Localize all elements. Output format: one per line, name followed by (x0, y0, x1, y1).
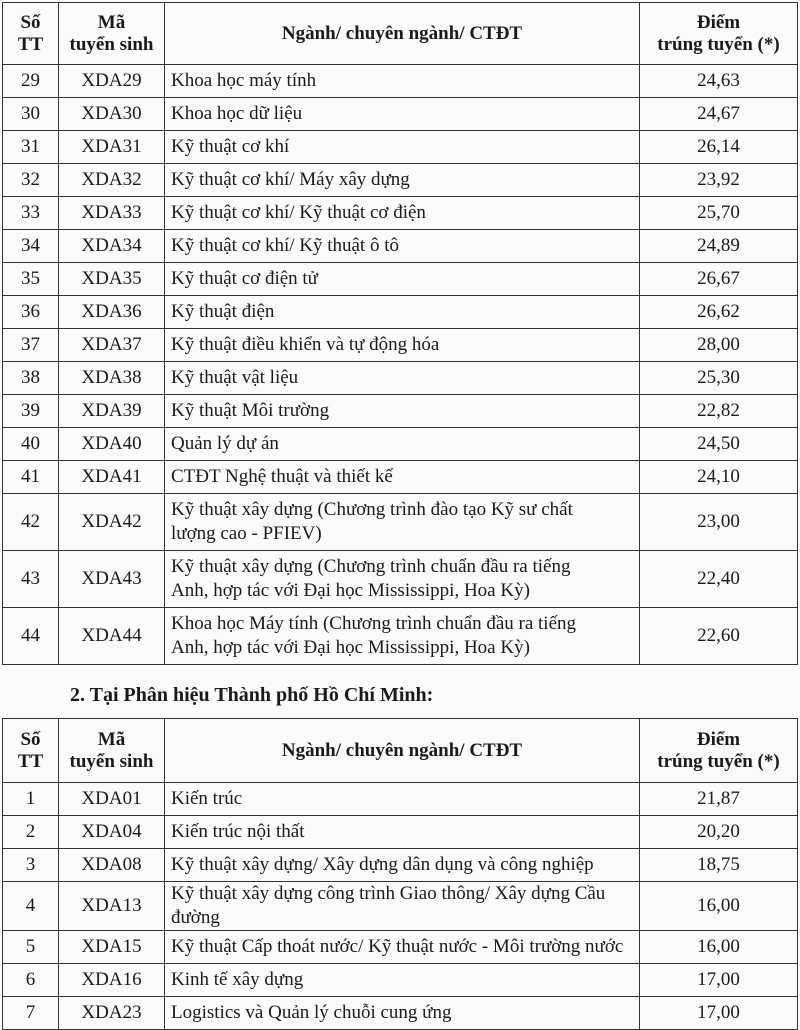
cell-ma: XDA15 (59, 931, 165, 964)
cell-nganh (165, 428, 640, 461)
table-row (3, 329, 798, 362)
cell-ma: XDA30 (59, 98, 165, 131)
cell-nganh-line: Khoa học dữ liệu (171, 103, 303, 124)
cell-nganh (165, 230, 640, 263)
cell-nganh-line: Kiến trúc (171, 788, 243, 809)
cell-ma: XDA32 (59, 164, 165, 197)
cell-stt: 34 (3, 230, 59, 263)
header-ma-line-1: Mã (97, 728, 126, 750)
cell-stt: 31 (3, 131, 59, 164)
table-row (3, 551, 798, 608)
cell-nganh-line: Kỹ thuật xây dựng công trình Giao thông/ Xây dựng Cầu đường (171, 883, 606, 928)
cell-nganh (165, 395, 640, 428)
cell-ma: XDA04 (59, 816, 165, 849)
cell-stt: 7 (3, 997, 59, 1030)
header-stt (3, 719, 59, 783)
cell-nganh-line: Khoa học máy tính (171, 70, 317, 91)
cell-diem: 24,63 (640, 65, 798, 98)
cell-nganh-line: Kỹ thuật điều khiển và tự động hóa (171, 334, 440, 355)
cell-nganh (165, 65, 640, 98)
cell-nganh (165, 164, 640, 197)
cell-diem: 25,30 (640, 362, 798, 395)
cell-ma: XDA33 (59, 197, 165, 230)
table-row (3, 882, 798, 931)
table-row (3, 428, 798, 461)
cell-nganh-line: CTĐT Nghệ thuật và thiết kế (171, 466, 393, 487)
header-ma (59, 3, 165, 65)
table-body (3, 783, 798, 1030)
header-diem-line-2: trúng tuyển (*) (657, 750, 780, 772)
header-stt-line-2: TT (17, 750, 44, 772)
cell-nganh (165, 131, 640, 164)
cell-stt: 43 (3, 551, 59, 608)
cell-nganh-line: Kỹ thuật xây dựng/ Xây dựng dân dụng và công nghiệp (171, 854, 594, 875)
header-ma-line-2: tuyển sinh (69, 750, 154, 772)
header-diem-line-2: trúng tuyển (*) (657, 33, 780, 55)
cell-diem: 16,00 (640, 931, 798, 964)
cell-diem: 26,14 (640, 131, 798, 164)
table-row (3, 131, 798, 164)
cell-nganh (165, 608, 640, 665)
header-stt-line-1: Số (20, 11, 41, 33)
cell-ma: XDA29 (59, 65, 165, 98)
cell-diem: 28,00 (640, 329, 798, 362)
cell-diem: 18,75 (640, 849, 798, 882)
cell-ma: XDA01 (59, 783, 165, 816)
table-row (3, 997, 798, 1030)
table-row (3, 197, 798, 230)
cell-ma: XDA23 (59, 997, 165, 1030)
cell-diem: 17,00 (640, 964, 798, 997)
cell-ma: XDA43 (59, 551, 165, 608)
cell-ma: XDA40 (59, 428, 165, 461)
table-row (3, 849, 798, 882)
cell-nganh (165, 816, 640, 849)
cell-stt: 37 (3, 329, 59, 362)
cell-stt: 41 (3, 461, 59, 494)
cell-nganh-line: Kỹ thuật cơ khí (171, 136, 290, 157)
admission-score-table-1 (2, 2, 798, 665)
cell-diem: 16,00 (640, 882, 798, 931)
cell-nganh (165, 98, 640, 131)
cell-diem: 25,70 (640, 197, 798, 230)
cell-ma: XDA41 (59, 461, 165, 494)
table-row (3, 98, 798, 131)
cell-nganh-line: Kỹ thuật cơ điện tử (171, 268, 318, 289)
cell-diem: 17,00 (640, 997, 798, 1030)
cell-ma: XDA13 (59, 882, 165, 931)
cell-nganh-line: Kỹ thuật Môi trường (171, 400, 330, 421)
header-ma-line-2: tuyển sinh (69, 33, 154, 55)
cell-nganh (165, 931, 640, 964)
header-ma-line-1: Mã (97, 11, 126, 33)
table-body (3, 65, 798, 665)
header-ma (59, 719, 165, 783)
table-row (3, 494, 798, 551)
cell-nganh (165, 997, 640, 1030)
cell-diem: 23,00 (640, 494, 798, 551)
cell-nganh-line: Kỹ thuật cơ khí/ Kỹ thuật cơ điện (171, 202, 426, 223)
table-row (3, 164, 798, 197)
table-row (3, 395, 798, 428)
cell-stt: 5 (3, 931, 59, 964)
table-row (3, 783, 798, 816)
cell-stt: 4 (3, 882, 59, 931)
cell-nganh-line: Kỹ thuật xây dựng (Chương trình đào tạo Kỹ sư chất (171, 499, 573, 520)
admission-score-table-2 (2, 718, 798, 1030)
cell-nganh (165, 329, 640, 362)
cell-ma: XDA44 (59, 608, 165, 665)
cell-nganh (165, 882, 640, 931)
cell-ma: XDA31 (59, 131, 165, 164)
cell-ma: XDA42 (59, 494, 165, 551)
cell-nganh-line: Logistics và Quản lý chuỗi cung ứng (171, 1002, 452, 1023)
cell-ma: XDA37 (59, 329, 165, 362)
cell-nganh-line: Kỹ thuật cơ khí/ Máy xây dựng (171, 169, 410, 190)
cell-diem: 21,87 (640, 783, 798, 816)
cell-ma: XDA34 (59, 230, 165, 263)
cell-stt: 44 (3, 608, 59, 665)
cell-stt: 30 (3, 98, 59, 131)
table-header (3, 719, 798, 783)
section-heading: 2. Tại Phân hiệu Thành phố Hồ Chí Minh: (70, 684, 434, 706)
cell-stt: 32 (3, 164, 59, 197)
header-stt-line-2: TT (17, 33, 44, 55)
cell-nganh (165, 362, 640, 395)
header-diem-line-1: Điểm (696, 728, 741, 750)
header-diem (640, 719, 798, 783)
header-diem (640, 3, 798, 65)
cell-diem: 26,62 (640, 296, 798, 329)
cell-nganh (165, 263, 640, 296)
cell-nganh-line: Kỹ thuật vật liệu (171, 367, 299, 388)
cell-stt: 29 (3, 65, 59, 98)
cell-stt: 33 (3, 197, 59, 230)
cell-diem: 26,67 (640, 263, 798, 296)
cell-nganh-line: Kỹ thuật xây dựng (Chương trình chuẩn đầu ra tiếng (171, 556, 571, 577)
cell-diem: 22,82 (640, 395, 798, 428)
header-stt-line-1: Số (20, 728, 41, 750)
cell-nganh (165, 494, 640, 551)
cell-ma: XDA35 (59, 263, 165, 296)
cell-nganh (165, 296, 640, 329)
cell-diem: 24,10 (640, 461, 798, 494)
table-header (3, 3, 798, 65)
cell-ma: XDA16 (59, 964, 165, 997)
table-row (3, 296, 798, 329)
cell-stt: 1 (3, 783, 59, 816)
table-row (3, 362, 798, 395)
cell-diem: 20,20 (640, 816, 798, 849)
cell-nganh (165, 551, 640, 608)
cell-nganh-line: Khoa học Máy tính (Chương trình chuẩn đầu ra tiếng (171, 613, 577, 634)
table-row (3, 816, 798, 849)
cell-ma: XDA38 (59, 362, 165, 395)
cell-diem: 23,92 (640, 164, 798, 197)
header-stt (3, 3, 59, 65)
cell-nganh-line: Anh, hợp tác với Đại học Mississippi, Hoa Kỳ) (171, 637, 530, 658)
table-row (3, 931, 798, 964)
cell-nganh-line: Anh, hợp tác với Đại học Mississippi, Hoa Kỳ) (171, 580, 530, 601)
cell-nganh-line: Kỹ thuật Cấp thoát nước/ Kỹ thuật nước - Môi trường nước (171, 936, 624, 957)
cell-nganh (165, 849, 640, 882)
cell-nganh (165, 461, 640, 494)
cell-stt: 36 (3, 296, 59, 329)
cell-stt: 38 (3, 362, 59, 395)
cell-nganh-line: Kinh tế xây dựng (171, 969, 304, 990)
cell-diem: 22,60 (640, 608, 798, 665)
table-row (3, 230, 798, 263)
header-nganh: Ngành/ chuyên ngành/ CTĐT (165, 3, 640, 65)
cell-stt: 2 (3, 816, 59, 849)
cell-diem: 24,50 (640, 428, 798, 461)
cell-nganh (165, 783, 640, 816)
cell-nganh-line: lượng cao - PFIEV) (171, 523, 322, 544)
header-nganh: Ngành/ chuyên ngành/ CTĐT (165, 719, 640, 783)
cell-diem: 22,40 (640, 551, 798, 608)
table-row (3, 263, 798, 296)
table-row (3, 461, 798, 494)
cell-ma: XDA08 (59, 849, 165, 882)
table-row (3, 65, 798, 98)
cell-ma: XDA36 (59, 296, 165, 329)
cell-nganh-line: Kỹ thuật điện (171, 301, 275, 322)
cell-stt: 42 (3, 494, 59, 551)
cell-stt: 3 (3, 849, 59, 882)
cell-stt: 35 (3, 263, 59, 296)
cell-stt: 40 (3, 428, 59, 461)
cell-nganh (165, 964, 640, 997)
header-diem-line-1: Điểm (696, 11, 741, 33)
table-row (3, 964, 798, 997)
table-row (3, 608, 798, 665)
cell-stt: 6 (3, 964, 59, 997)
cell-nganh-line: Kiến trúc nội thất (171, 821, 305, 842)
cell-ma: XDA39 (59, 395, 165, 428)
cell-nganh-line: Quản lý dự án (171, 433, 279, 454)
cell-stt: 39 (3, 395, 59, 428)
cell-nganh-line: Kỹ thuật cơ khí/ Kỹ thuật ô tô (171, 235, 399, 256)
cell-diem: 24,89 (640, 230, 798, 263)
cell-nganh (165, 197, 640, 230)
cell-diem: 24,67 (640, 98, 798, 131)
